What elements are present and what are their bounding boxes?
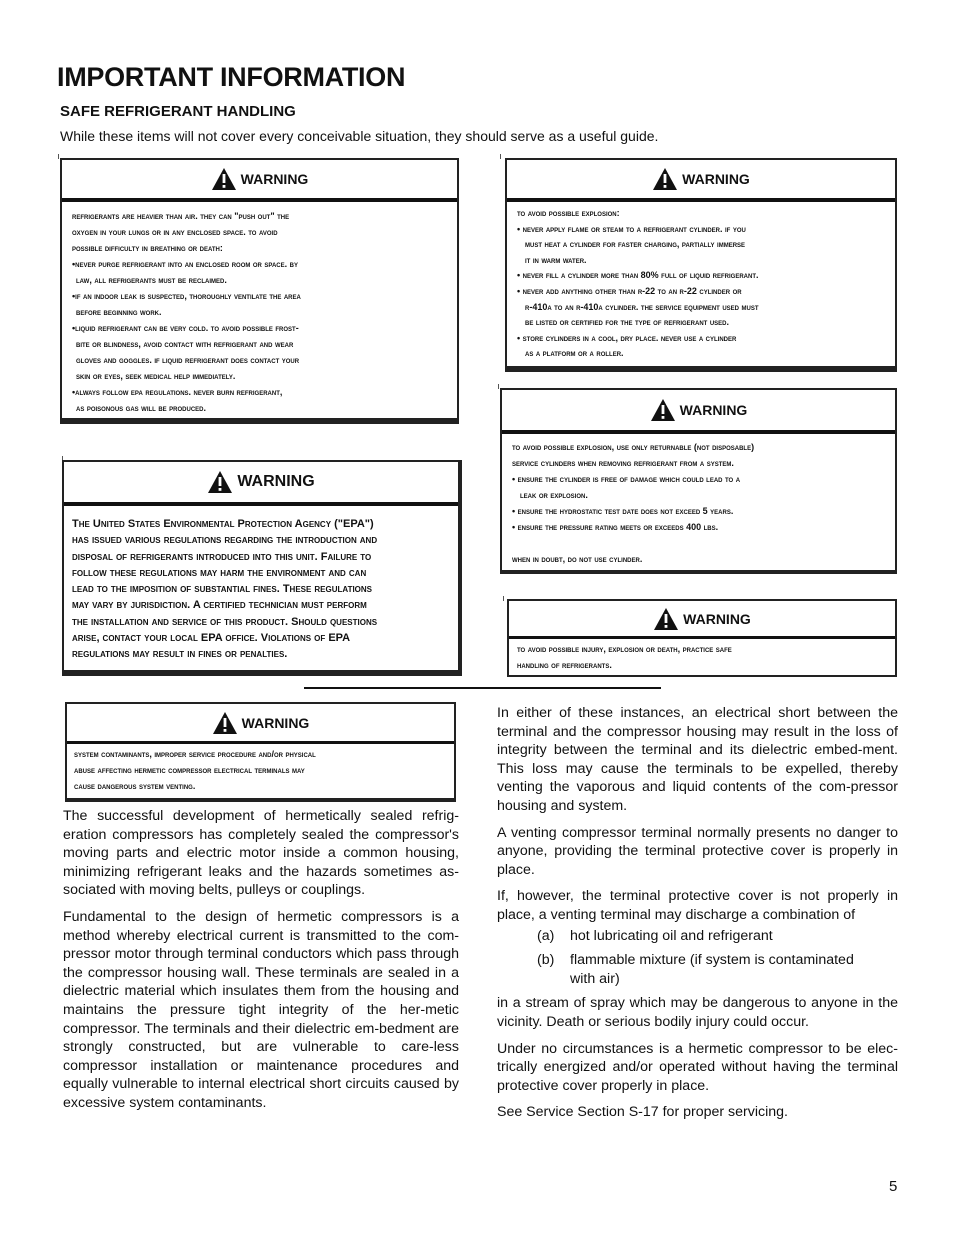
warning-body [67,744,454,794]
left-column [63,807,459,1120]
warning-heading: WARNING [683,610,751,627]
body-paragraph: in a stream of spray which may be dangerous to anyone in the vicinity. Death or serious bodily injury could occur. [497,995,898,1030]
warning-line: • ensure the hydrostatic test date does not exceed 5 years. [512,506,734,516]
warning-line: has issued various regulations regarding the introduction and [72,534,378,547]
body-paragraph: The successful development of hermetically sealed refrig-eration compressors has completely sealed the compressor's moving parts and electric motor inside a common housing, minimizing refrigerant leaks and the hazards sometimes as-sociated with moving belts, pulleys or couplings. [63,808,459,899]
list-item [537,927,898,946]
warning-line: gloves and goggles. if liquid refrigerant does contact your [76,355,300,365]
warning-line: arise, contact your local EPA office. Violations of EPA [72,632,351,645]
warning-heading: WARNING [237,473,315,490]
list-item [537,951,898,988]
warning-triangle-icon [652,167,678,191]
warning-triangle-icon [653,607,679,631]
warning-line: must heat a cylinder for faster charging, partially immerse [525,239,746,250]
warning-line: abuse affecting hermetic compressor electrical terminals may [74,765,305,775]
page-number: 5 [889,1178,898,1195]
warning-line: to avoid possible injury, explosion or death, practice safe [517,644,732,654]
warning-line: •if an indoor leak is suspected, thoroughly ventilate the area [72,291,301,301]
warning-header [62,160,457,202]
list-text: flammable mixture (if system is contaminated with air) [570,952,854,987]
warning-line: •always follow epa regulations. never burn refrigerant, [72,387,283,397]
warning-line: before beginning work. [76,307,162,317]
body-paragraph: Fundamental to the design of hermetic compressors is a method whereby electrical current is transmitted to the com-pressor motor through terminal conductors which pass through the compressor housing wall. These terminals are sealed in a dielectric material which insulates them from the housing and maintains the pressure tight integrity of the her-metic compressor. The terminals and their dielectric em-bedment are strongly constructed, but are vulnerable to care-less compressor installation or maintenance procedures and equally vulnerable to internal electrical short circuits caused by excessive system contaminants. [63,908,459,1111]
warning-header [67,704,454,744]
warning-line: • ensure the pressure rating meets or exceeds 400 lbs. [512,522,719,532]
warning-line: • ensure the cylinder is free of damage which could lead to a [512,474,741,484]
warning-line: law, all refrigerants must be reclaimed. [76,275,227,285]
warning-triangle-icon [650,398,676,422]
warning-line: follow these regulations may harm the environment and can [72,566,367,579]
warning-line: disposal of refrigerants introduced into this unit. Failure to [72,550,372,563]
warning-line: •liquid refrigerant can be very cold. to avoid possible frost- [72,323,299,333]
body-paragraph: A venting compressor terminal normally presents no danger to anyone, providing the terminal protective cover is properly in place. [497,824,898,878]
body-paragraph: In either of these instances, an electrical short between the terminal and the compressor housing may result in the loss of integrity between the terminal and its dielectric embed-ment. This loss may cause the terminals to be expelled, thereby venting the vaporous and liquid contents of the com-pressor housing and system. [497,705,898,814]
right-column [497,704,898,1129]
warning-box-epa [62,460,462,676]
warning-line: bite or blindness, avoid contact with refrigerant and wear [76,339,294,349]
warning-box-safe-handling [507,599,897,677]
warning-triangle-icon [207,470,233,494]
list-label: (a) [537,927,555,944]
warning-heading: WARNING [240,171,309,187]
crop-mark [498,384,499,389]
warning-line: •never purge refrigerant into an enclosed room or space. by [72,259,298,269]
warning-line: skin or eyes, seek medical help immediately. [76,371,236,381]
warning-body [507,202,895,368]
warning-line: leak or explosion. [520,490,588,500]
warning-line: cause dangerous system venting. [74,781,196,791]
warning-header [507,160,895,202]
warning-header [509,601,895,639]
warning-body [509,639,895,673]
warning-line: regulations may result in fines or penalties. [72,648,288,661]
warning-box-explosion [505,158,897,372]
warning-line: system contaminants, improper service procedure and/or physical [74,749,316,759]
warning-heading: WARNING [679,402,748,418]
warning-line: refrigerants are heavier than air. they can "push out" the [72,211,290,221]
warning-line: • never apply flame or steam to a refrigerant cylinder. if you [517,223,746,234]
warning-line: • never fill a cylinder more than 80% full of liquid refrigerant. [517,270,759,281]
section-subtitle: SAFE REFRIGERANT HANDLING [60,103,296,120]
list-text: hot lubricating oil and refrigerant [570,927,773,944]
warning-line: The United States Environmental Protection Agency ("EPA") [72,518,374,530]
section-divider [304,687,661,689]
warning-line: oxygen in your lungs or in any enclosed space. to avoid [72,227,278,237]
warning-line: as poisonous gas will be produced. [76,403,207,413]
warning-line: to avoid possible explosion: [517,208,620,218]
warning-body [502,434,895,567]
body-paragraph: See Service Section S-17 for proper servicing. [497,1104,788,1121]
warning-header [64,462,458,506]
page-title: IMPORTANT INFORMATION [57,62,406,92]
warning-line: it in warm water. [525,254,587,265]
warning-triangle-icon [212,711,238,735]
warning-header [502,390,895,434]
intro-text: While these items will not cover every conceivable situation, they should serve as a useful guide. [60,128,659,144]
warning-line [512,535,891,551]
warning-line: • never add anything other than r-22 to an r-22 cylinder or [517,285,742,296]
warning-line: lead to the imposition of substantial fines. These regulations [72,583,373,596]
crop-mark [503,596,504,601]
list-label: (b) [537,952,555,969]
warning-line: service cylinders when removing refrigerant from a system. [512,458,734,468]
warning-box-cylinders [500,388,897,574]
warning-box-refrigerant-heavier [60,158,459,424]
warning-line: when in doubt, do not use cylinder. [512,554,643,564]
body-paragraph: If, however, the terminal protective cover is not properly in place, a venting terminal may discharge a combination of [497,888,898,923]
warning-triangle-icon [211,167,237,191]
warning-line: • store cylinders in a cool, dry place. never use a cylinder [517,332,737,343]
warning-line: be listed or certified for the type of refrigerant used. [525,317,730,328]
warning-heading: WARNING [241,714,310,731]
warning-line: as a platform or a roller. [525,348,624,359]
warning-box-system-contaminants [65,702,456,802]
warning-line: r-410a to an r-410a cylinder. the service equipment used must [525,301,759,312]
body-paragraph: Under no circumstances is a hermetic compressor to be elec-trically energized and/or operated without having the terminal protective cover properly in place. [497,1040,898,1094]
warning-line: possible difficulty in breathing or death: [72,243,223,253]
warning-line: the installation and service of this product. Should questions [72,615,378,628]
crop-mark [58,154,59,159]
warning-heading: WARNING [682,171,750,187]
warning-line: may vary by jurisdiction. A certified technician must perform [72,599,367,612]
warning-line: to avoid possible explosion, use only returnable (not disposable) [512,442,755,452]
warning-line: handling of refrigerants. [517,660,612,670]
warning-body [62,202,457,422]
warning-body [64,506,458,663]
crop-mark [500,154,501,159]
